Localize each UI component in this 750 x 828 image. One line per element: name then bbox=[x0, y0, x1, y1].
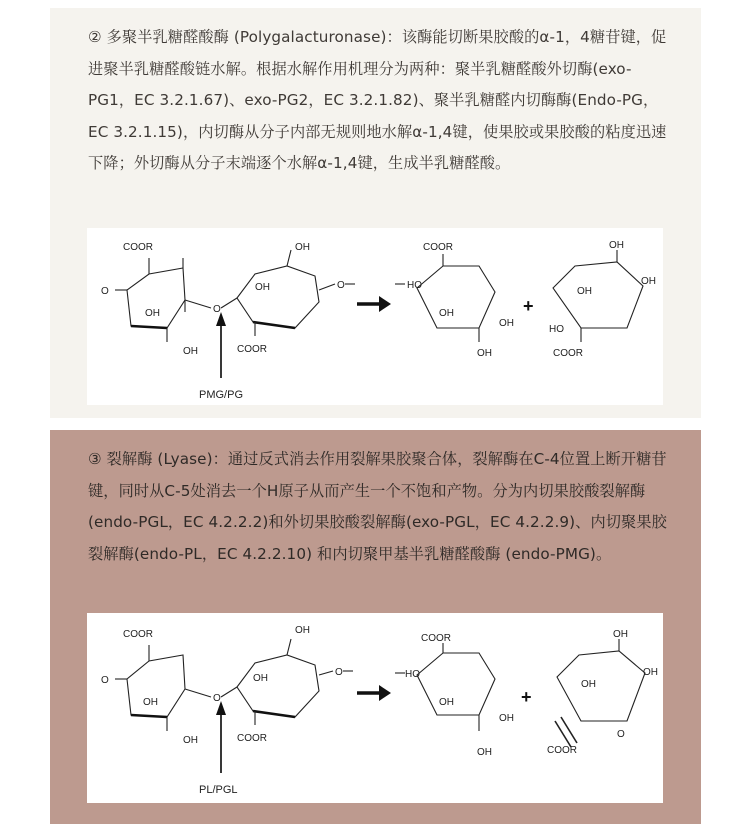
product2-oh-label: OH bbox=[577, 286, 592, 297]
glycosidic-o-label: O bbox=[213, 304, 221, 315]
lyase-product1-oh-label: OH bbox=[439, 697, 454, 708]
section-lyase bbox=[50, 430, 701, 824]
pg-enzyme-label: PMG/PG bbox=[199, 389, 244, 401]
product1-oh-label: OH bbox=[439, 308, 454, 319]
ring-b-oh-label: OH bbox=[255, 282, 270, 293]
lyase-ring-b-o-label: O bbox=[335, 667, 343, 678]
lyase-ring-b-oh-label: OH bbox=[253, 673, 268, 684]
lyase-product1-oh3-label: OH bbox=[477, 747, 492, 758]
lyase-product2-oh-label: OH bbox=[581, 679, 596, 690]
lyase-product2-oh-top-label: OH bbox=[613, 629, 628, 640]
lyase-product1-ho-label: HO bbox=[405, 669, 420, 680]
lyase-ring-a-coor-label: COOR bbox=[123, 629, 153, 640]
ring-b-oh-top-label: OH bbox=[295, 242, 310, 253]
lyase-paragraph: ③ 裂解酶 (Lyase)：通过反式消去作用裂解果胶聚合体，裂解酶在C-4位置上断开糖苷键，同时从C-5处消去一个H原子从而产生一个不饱和产物。分为内切果胶酸裂解酶(endo-PGL，EC 4.2.2.2)和外切果胶酸裂解酶(exo-PGL，EC 4.2.2.9)、内切聚果胶裂解酶(endo-PL，EC 4.2.2.10) 和内切聚甲基半乳糖醛酸酶 (endo-PMG)。 bbox=[88, 450, 667, 563]
lyase-product1-coor-label: COOR bbox=[421, 633, 451, 644]
lyase-ring-a-o-label: O bbox=[101, 675, 109, 686]
product2-oh-right-label: OH bbox=[641, 276, 656, 287]
ring-a-oh2-label: OH bbox=[183, 346, 198, 357]
product1-oh2-label: OH bbox=[499, 318, 514, 329]
ring-a-o-label: O bbox=[101, 286, 109, 297]
lyase-glycosidic-o-label: O bbox=[213, 693, 221, 704]
polygalacturonase-paragraph: ② 多聚半乳糖醛酸酶 (Polygalacturonase)：该酶能切断果胶酸的α-1，4糖苷键，促进聚半乳糖醛酸链水解。根据水解作用机理分为两种：聚半乳糖醛酸外切酶(exo-PG1，EC 3.2.1.67)、exo-PG2，EC 3.2.1.82)、聚半乳糖醛内切酶酶(Endo-PG，EC 3.2.1.15)，内切酶从分子内部无规则地水解α-1,4键，使果胶或果胶酸的粘度迅速下降；外切酶从分子末端逐个水解α-1,4键，生成半乳糖醛酸。 bbox=[88, 28, 667, 173]
ring-a-coor-label: COOR bbox=[123, 242, 153, 253]
lyase-product2-oh-right-label: OH bbox=[643, 667, 658, 678]
lyase-ring-a-oh-label: OH bbox=[143, 697, 158, 708]
lyase-plus-sign: + bbox=[521, 687, 532, 707]
lyase-elimination-diagram bbox=[87, 613, 663, 803]
lyase-product2-o-label: O bbox=[617, 729, 625, 740]
ring-a-oh-label: OH bbox=[145, 308, 160, 319]
lyase-reaction-svg bbox=[87, 613, 663, 803]
pg-plus-sign: + bbox=[523, 296, 534, 316]
ring-b-o-label: O bbox=[337, 280, 345, 291]
pg-hydrolysis-diagram bbox=[87, 228, 663, 405]
lyase-ring-a-oh2-label: OH bbox=[183, 735, 198, 746]
product2-ho-label: HO bbox=[549, 324, 564, 335]
lyase-product2-coor-label: COOR bbox=[547, 745, 577, 756]
product2-oh-top-label: OH bbox=[609, 240, 624, 251]
product1-ho-label: HO bbox=[407, 280, 422, 291]
lyase-ring-b-oh-top-label: OH bbox=[295, 625, 310, 636]
product1-oh3-label: OH bbox=[477, 348, 492, 359]
lyase-enzyme-label: PL/PGL bbox=[199, 784, 238, 796]
ring-b-coor-label: COOR bbox=[237, 344, 267, 355]
product2-coor-label: COOR bbox=[553, 348, 583, 359]
lyase-ring-b-coor-label: COOR bbox=[237, 733, 267, 744]
section-polygalacturonase bbox=[50, 8, 701, 418]
product1-coor-label: COOR bbox=[423, 242, 453, 253]
pg-reaction-svg bbox=[87, 228, 663, 405]
lyase-product1-oh2-label: OH bbox=[499, 713, 514, 724]
